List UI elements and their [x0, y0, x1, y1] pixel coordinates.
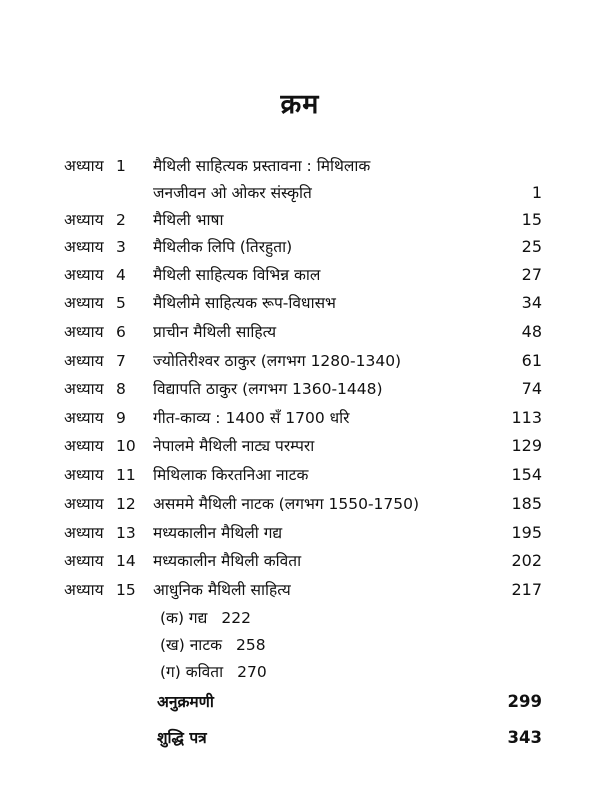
- chapter-label: अध्याय: [64, 238, 104, 256]
- chapter-label: अध्याय: [64, 466, 104, 484]
- subsection-page: 222: [221, 609, 252, 627]
- chapter-number: 6: [116, 323, 126, 341]
- chapter-page: 185: [511, 494, 542, 513]
- toc-row-chapter-1-cont: [0, 180, 600, 206]
- toc-row-chapter-12: [0, 491, 600, 517]
- chapter-title: मैथिलीक लिपि (तिरहुता): [153, 238, 293, 256]
- chapter-title: असममे मैथिली नाटक (लगभग 1550-1750): [153, 495, 420, 513]
- chapter-label: अध्याय: [64, 552, 104, 570]
- toc-row-chapter-11: [0, 462, 600, 488]
- chapter-label: अध्याय: [64, 266, 104, 284]
- chapter-page: 113: [511, 408, 542, 427]
- chapter-number: 7: [116, 352, 126, 370]
- chapter-page: 27: [521, 265, 542, 284]
- chapter-title: मिथिलाक किरतनिआ नाटक: [153, 466, 309, 484]
- chapter-number: 3: [116, 238, 126, 256]
- toc-row-chapter-6: [0, 319, 600, 345]
- chapter-number: 2: [116, 211, 126, 229]
- toc-row-chapter-13: [0, 520, 600, 546]
- errata-title: शुद्धि पत्र: [157, 729, 207, 747]
- toc-row-errata: [0, 725, 600, 751]
- subsection-label: (ख) नाटक: [160, 636, 223, 654]
- chapter-number: 4: [116, 266, 126, 284]
- toc-row-chapter-1: [0, 153, 600, 179]
- chapter-title: मध्यकालीन मैथिली कविता: [153, 552, 302, 570]
- chapter-title: प्राचीन मैथिली साहित्य: [153, 323, 277, 341]
- errata-page: 343: [507, 728, 542, 747]
- subsection-prose: [160, 605, 251, 631]
- chapter-number: 1: [116, 157, 126, 175]
- toc-row-chapter-3: [0, 234, 600, 260]
- chapter-label: अध्याय: [64, 157, 104, 175]
- chapter-label: अध्याय: [64, 437, 104, 455]
- chapter-page: 154: [511, 465, 542, 484]
- subsection-label: (ग) कविता: [160, 663, 224, 681]
- chapter-page: 74: [521, 379, 542, 398]
- chapter-title-continued: जनजीवन ओ ओकर संस्कृति: [153, 184, 312, 202]
- chapter-number: 9: [116, 409, 126, 427]
- chapter-label: अध्याय: [64, 380, 104, 398]
- chapter-page: 34: [521, 293, 542, 312]
- chapter-page: 217: [511, 580, 542, 599]
- toc-row-chapter-14: [0, 548, 600, 574]
- chapter-number: 8: [116, 380, 126, 398]
- chapter-title: नेपालमे मैथिली नाट्य परम्परा: [153, 437, 315, 455]
- subsection-label: (क) गद्य: [160, 609, 208, 627]
- toc-row-chapter-5: [0, 290, 600, 316]
- chapter-title: आधुनिक मैथिली साहित्य: [153, 581, 291, 599]
- chapter-page: 25: [521, 237, 542, 256]
- chapter-page: 129: [511, 436, 542, 455]
- chapter-title: मैथिली भाषा: [153, 211, 224, 229]
- toc-row-chapter-9: [0, 405, 600, 431]
- index-title: अनुक्रमणी: [157, 693, 214, 711]
- chapter-title: ज्योतिरीश्वर ठाकुर (लगभग 1280-1340): [153, 352, 402, 370]
- page-title: क्रम: [280, 89, 320, 120]
- chapter-label: अध्याय: [64, 323, 104, 341]
- chapter-label: अध्याय: [64, 495, 104, 513]
- toc-row-chapter-10: [0, 433, 600, 459]
- chapter-number: 11: [116, 466, 136, 484]
- chapter-page: 48: [521, 322, 542, 341]
- chapter-number: 10: [116, 437, 136, 455]
- chapter-page: 15: [521, 210, 542, 229]
- toc-row-chapter-15: [0, 577, 600, 603]
- chapter-label: अध्याय: [64, 524, 104, 542]
- chapter-label: अध्याय: [64, 294, 104, 312]
- subsection-page: 270: [237, 663, 267, 681]
- chapter-page: 202: [511, 551, 542, 570]
- chapter-number: 5: [116, 294, 126, 312]
- chapter-label: अध्याय: [64, 352, 104, 370]
- chapter-title: विद्यापति ठाकुर (लगभग 1360-1448): [153, 380, 383, 398]
- chapter-title: मध्यकालीन मैथिली गद्य: [153, 524, 283, 542]
- toc-row-chapter-4: [0, 262, 600, 288]
- chapter-title: मैथिली साहित्यक विभिन्न काल: [153, 266, 321, 284]
- toc-row-chapter-8: [0, 376, 600, 402]
- chapter-label: अध्याय: [64, 211, 104, 229]
- chapter-title: मैथिलीमे साहित्यक रूप-विधासभ: [153, 294, 336, 312]
- chapter-number: 13: [116, 524, 136, 542]
- subsection-drama: [160, 632, 266, 658]
- index-page: 299: [507, 692, 542, 711]
- toc-row-chapter-2: [0, 207, 600, 233]
- subsection-page: 258: [236, 636, 266, 654]
- chapter-title: मैथिली साहित्यक प्रस्तावना : मिथिलाक: [153, 157, 371, 175]
- chapter-title: गीत-काव्य : 1400 सँ 1700 धरि: [153, 409, 350, 427]
- toc-row-chapter-7: [0, 348, 600, 374]
- subsection-poetry: [160, 659, 267, 685]
- chapter-number: 12: [116, 495, 136, 513]
- chapter-label: अध्याय: [64, 409, 104, 427]
- chapter-number: 15: [116, 581, 136, 599]
- chapter-page: 1: [531, 183, 542, 202]
- chapter-page: 195: [511, 523, 542, 542]
- chapter-number: 14: [116, 552, 136, 570]
- toc-row-index: [0, 689, 600, 715]
- chapter-label: अध्याय: [64, 581, 104, 599]
- chapter-page: 61: [521, 351, 542, 370]
